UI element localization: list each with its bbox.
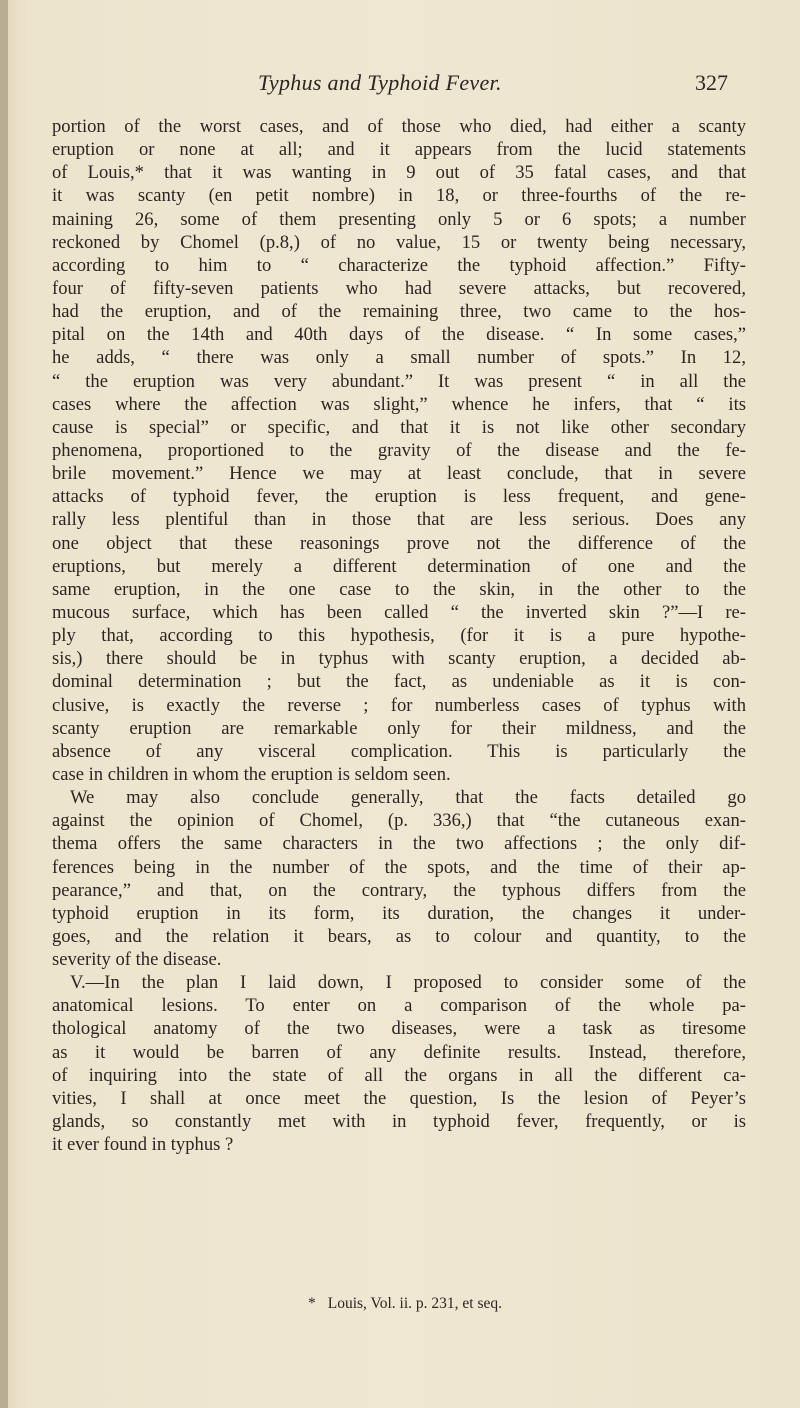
text-line: V.—In the plan I laid down, I proposed to consider some of the [70,972,746,994]
text-line: it ever found in typhus ? [52,1134,234,1156]
text-line: as it would be barren of any definite results. Instead, therefore, [52,1041,746,1063]
text-line: clusive, is exactly the reverse ; for numberless cases of typhus with [52,694,746,716]
text-line: according to him to “ characterize the typhoid affection.” Fifty- [52,254,746,276]
text-line: he adds, “ there was only a small number of spots.” In 12, [52,347,746,369]
text-line: ply that, according to this hypothesis, (for it is a pure hypothe- [52,625,746,647]
text-line: case in children in whom the eruption is seldom seen. [52,763,451,785]
text-line: one object that these reasonings prove not the difference of the [52,532,746,554]
text-line: it was scanty (en petit nombre) in 18, or three-fourths of the re- [52,185,746,207]
text-line: typhoid eruption in its form, its duration, the changes it under- [52,902,746,924]
text-line: of inquiring into the state of all the organs in all the different ca- [52,1064,746,1086]
text-line: against the opinion of Chomel, (p. 336,) that “the cutaneous exan- [52,810,746,832]
text-line: four of fifty-seven patients who had severe attacks, but recovered, [52,277,746,299]
text-line: attacks of typhoid fever, the eruption is less frequent, and gene- [52,486,746,508]
text-line: vities, I shall at once meet the question, Is the lesion of Peyer’s [52,1087,746,1109]
text-line: scanty eruption are remarkable only for their mildness, and the [52,717,746,739]
text-line: We may also conclude generally, that the facts detailed go [70,787,746,809]
text-line: of Louis,* that it was wanting in 9 out of 35 fatal cases, and that [52,162,746,184]
running-head: Typhus and Typhoid Fever. [258,70,502,95]
text-line: goes, and the relation it bears, as to colour and quantity, to the [52,925,746,947]
footnote-marker: * [308,1295,316,1312]
text-line: pital on the 14th and 40th days of the disease. “ In some cases,” [52,324,746,346]
binding-gutter [0,0,8,1408]
footnote-text: Louis, Vol. ii. p. 231, et seq. [327,1295,502,1312]
text-line: dominal determination ; but the fact, as undeniable as it is con- [52,671,746,693]
text-line: had the eruption, and of the remaining three, two came to the hos- [52,301,746,323]
text-line: sis,) there should be in typhus with scanty eruption, a decided ab- [52,648,746,670]
text-line: thema offers the same characters in the two affections ; the only dif- [52,833,746,855]
text-line: same eruption, in the one case to the skin, in the other to the [52,578,746,600]
text-line: severity of the disease. [52,949,222,971]
text-line: phenomena, proportioned to the gravity of the disease and the fe- [52,439,746,461]
text-line: cause is special” or specific, and that it is not like other secondary [52,416,746,438]
text-line: thological anatomy of the two diseases, were a task as tiresome [52,1018,746,1040]
text-line: mucous surface, which has been called “ the inverted skin ?”—I re- [52,601,746,623]
text-line: “ the eruption was very abundant.” It was present “ in all the [52,370,746,392]
text-line: ferences being in the number of the spots, and the time of their ap- [52,856,746,878]
text-line: maining 26, some of them presenting only 5 or 6 spots; a number [52,208,746,230]
text-line: brile movement.” Hence we may at least conclude, that in severe [52,463,746,485]
text-line: anatomical lesions. To enter on a comparison of the whole pa- [52,995,746,1017]
text-line: absence of any visceral complication. This is particularly the [52,740,746,762]
page-number: 327 [695,70,728,95]
text-line: pearance,” and that, on the contrary, the typhous differs from the [52,879,746,901]
page-header [0,70,800,104]
text-line: cases where the affection was slight,” whence he infers, that “ its [52,393,746,415]
text-line: glands, so constantly met with in typhoid fever, frequently, or is [52,1111,746,1133]
body-text [52,115,746,1156]
text-line: eruption or none at all; and it appears from the lucid statements [52,139,746,161]
text-line: reckoned by Chomel (p.8,) of no value, 15 or twenty being necessary, [52,231,746,253]
text-line: eruptions, but merely a different determination of one and the [52,555,746,577]
text-line: rally less plentiful than in those that are less serious. Does any [52,509,746,531]
text-line: portion of the worst cases, and of those who died, had either a scanty [52,116,746,137]
footnote [52,1294,746,1314]
